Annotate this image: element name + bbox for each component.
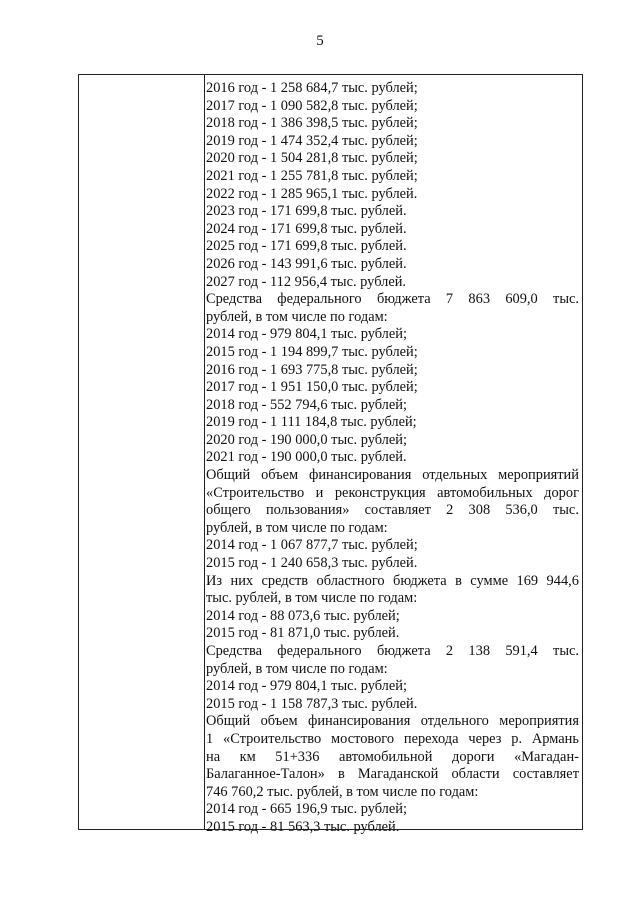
text-word: областного	[316, 572, 385, 589]
text-line: 2014 год - 1 067 877,7 тыс. рублей;	[206, 537, 418, 554]
text-line: 2024 год - 171 699,8 тыс. рублей.	[206, 220, 407, 237]
text-word: Балаганное-Талон»	[206, 766, 325, 783]
text-word: составляет	[364, 502, 431, 519]
text-word: Из	[206, 572, 223, 589]
text-line	[206, 502, 579, 520]
text-word: тыс.	[553, 643, 579, 659]
text-line: 2015 год - 1 158 787,3 тыс. рублей.	[206, 695, 418, 712]
text-line: 2027 год - 112 956,4 тыс. рублей.	[206, 273, 407, 290]
text-line: рублей, в том числе по годам:	[206, 660, 388, 677]
text-line: 2021 год - 190 000,0 тыс. рублей.	[206, 449, 407, 466]
text-word: 536,0	[505, 502, 538, 519]
text-word: в	[337, 766, 345, 783]
text-word: Армань	[531, 730, 579, 747]
text-word: составляет	[512, 766, 579, 783]
text-word: автомобильной	[338, 748, 433, 765]
text-line: 2015 год - 81 871,0 тыс. рублей.	[206, 625, 400, 642]
text-word: 944,6	[546, 572, 579, 589]
text-line: 2020 год - 1 504 281,8 тыс. рублей;	[206, 150, 418, 167]
text-word: федерального	[277, 643, 362, 659]
text-line: 2017 год - 1 951 150,0 тыс. рублей;	[206, 379, 418, 396]
text-word: них	[230, 572, 254, 589]
text-line: 2018 год - 552 794,6 тыс. рублей;	[206, 396, 407, 413]
text-word: Общий	[206, 467, 251, 484]
text-word: сумме	[470, 572, 509, 589]
text-line: рублей, в том числе по годам:	[206, 519, 388, 536]
text-word: 1	[206, 730, 214, 747]
document-table	[78, 74, 583, 835]
text-word: «Магадан-	[514, 748, 579, 765]
text-line	[206, 291, 579, 309]
text-word: и	[315, 484, 324, 501]
text-line: рублей, в том числе по годам:	[206, 308, 388, 325]
text-word: Общий	[206, 713, 251, 730]
text-word: бюджета	[376, 291, 431, 308]
text-line: 2025 год - 171 699,8 тыс. рублей.	[206, 238, 407, 255]
text-word: Магаданской	[357, 766, 439, 783]
text-word: мостового	[331, 730, 395, 747]
text-line	[206, 731, 579, 749]
text-word: «Строительство	[223, 730, 322, 747]
text-line: 2019 год - 1 474 352,4 тыс. рублей;	[206, 132, 418, 149]
text-word: в	[455, 572, 462, 589]
text-word: тыс.	[553, 291, 579, 308]
text-line: 2014 год - 665 196,9 тыс. рублей;	[206, 801, 407, 818]
text-word: мероприятия	[499, 713, 579, 730]
text-line: 2019 год - 1 111 184,8 тыс. рублей;	[206, 414, 417, 431]
text-word: финансирования	[309, 467, 412, 484]
text-word: дороги	[452, 748, 495, 765]
text-line: 2017 год - 1 090 582,8 тыс. рублей;	[206, 97, 418, 114]
text-word: 138	[468, 643, 491, 659]
text-word: 2	[445, 643, 454, 659]
text-line: 2016 год - 1 693 775,8 тыс. рублей;	[206, 361, 418, 378]
text-word: 2	[446, 502, 454, 519]
text-word: области	[451, 766, 500, 783]
text-word: 169	[516, 572, 539, 589]
text-word: общего	[206, 502, 251, 519]
text-line: тыс. рублей, в том числе по годам:	[206, 590, 418, 607]
text-word: перехода	[403, 730, 459, 747]
text-line: 2016 год - 1 258 684,7 тыс. рублей;	[206, 80, 418, 96]
text-line: 2020 год - 190 000,0 тыс. рублей;	[206, 431, 407, 448]
table-left-cell	[79, 75, 205, 829]
text-word: бюджета	[376, 643, 431, 659]
text-word: тыс.	[552, 502, 579, 519]
text-word: объем	[261, 467, 299, 484]
text-word: р.	[511, 730, 523, 747]
text-line: 746 760,2 тыс. рублей, в том числе по годам:	[206, 783, 479, 800]
text-word: 609,0	[505, 291, 538, 308]
page-number: 5	[316, 33, 324, 49]
text-word: Средства	[206, 643, 262, 659]
text-line: 2023 год - 171 699,8 тыс. рублей.	[206, 203, 407, 220]
text-line	[206, 713, 579, 731]
text-word: 591,4	[505, 643, 538, 659]
text-word: отдельных	[422, 467, 488, 484]
text-word: средств	[261, 572, 309, 589]
text-word: федерального	[277, 291, 362, 308]
text-line: 2015 год - 1 240 658,3 тыс. рублей.	[206, 555, 418, 572]
text-line	[206, 749, 579, 767]
text-word: км	[239, 748, 256, 765]
text-word: 863	[468, 291, 491, 308]
text-word: 308	[468, 502, 491, 519]
text-word: через	[468, 730, 502, 747]
text-word: мероприятий	[498, 467, 579, 484]
text-word: пользования»	[265, 502, 350, 519]
text-word: автомобильных	[437, 484, 533, 501]
text-line: 2022 год - 1 285 965,1 тыс. рублей.	[206, 185, 418, 202]
text-word: реконструкция	[334, 484, 426, 501]
text-word: на	[206, 748, 221, 765]
text-line: 2021 год - 1 255 781,8 тыс. рублей;	[206, 167, 418, 184]
text-line: 2014 год - 88 073,6 тыс. рублей;	[206, 607, 400, 624]
text-word: 7	[445, 291, 454, 308]
text-line	[206, 573, 579, 591]
text-word: финансирования	[308, 713, 411, 730]
text-line	[206, 643, 579, 661]
text-word: Средства	[206, 291, 262, 308]
text-word: 51+336	[275, 748, 320, 765]
text-line: 2014 год - 979 804,1 тыс. рублей;	[206, 326, 407, 343]
text-word: «Строительство	[206, 484, 305, 501]
table-right-cell	[206, 80, 579, 837]
text-line: 2015 год - 81 563,3 тыс. рублей.	[206, 818, 400, 835]
text-word: отдельного	[420, 713, 489, 730]
text-line	[206, 485, 579, 503]
text-line	[206, 467, 579, 485]
text-word: объем	[260, 713, 298, 730]
text-line: 2014 год - 979 804,1 тыс. рублей;	[206, 678, 407, 695]
text-line: 2018 год - 1 386 398,5 тыс. рублей;	[206, 115, 418, 132]
text-line	[206, 766, 579, 784]
text-line: 2015 год - 1 194 899,7 тыс. рублей;	[206, 343, 418, 360]
text-line: 2026 год - 143 991,6 тыс. рублей.	[206, 255, 407, 272]
text-word: дорог	[544, 484, 579, 501]
text-word: бюджета	[393, 572, 447, 589]
